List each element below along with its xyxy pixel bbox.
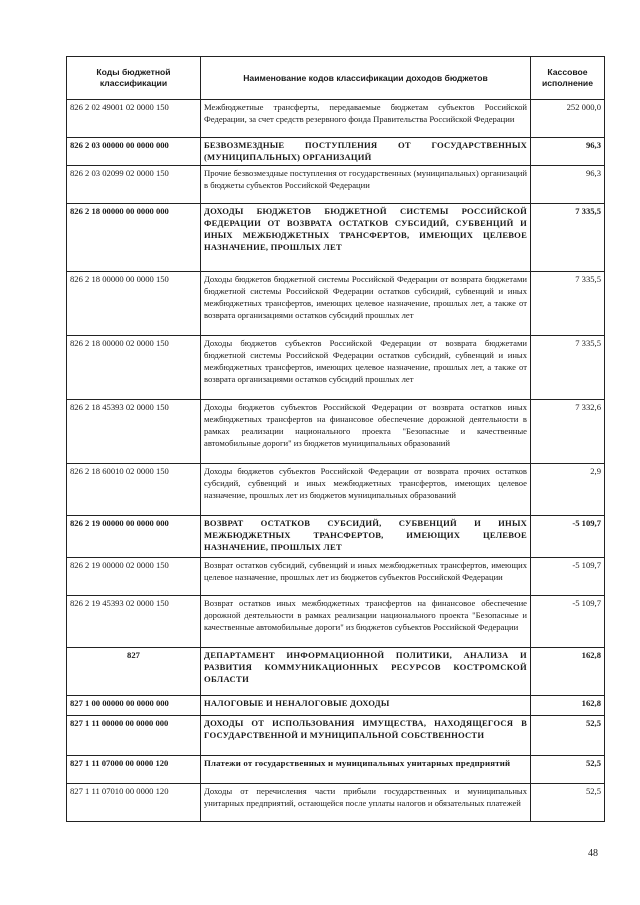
row-code: 827 1 11 07010 00 0000 120: [67, 784, 201, 822]
row-code: 826 2 18 60010 02 0000 150: [67, 464, 201, 516]
row-amount: 52,5: [531, 756, 605, 784]
row-amount: 7 332,6: [531, 400, 605, 464]
table-row: [67, 138, 605, 166]
table-row: [67, 716, 605, 756]
row-name: ВОЗВРАТ ОСТАТКОВ СУБСИДИЙ, СУБВЕНЦИЙ И ИНЫХ МЕЖБЮДЖЕТНЫХ ТРАНСФЕРТОВ, ИМЕЮЩИХ ЦЕЛЕВОЕ НАЗНАЧЕНИЕ, ПРОШЛЫХ ЛЕТ: [201, 516, 531, 558]
row-amount: 2,9: [531, 464, 605, 516]
header-code: Коды бюджетной классификации: [67, 57, 201, 100]
row-code: 827: [67, 648, 201, 696]
row-name: НАЛОГОВЫЕ И НЕНАЛОГОВЫЕ ДОХОДЫ: [201, 696, 531, 716]
page-number: 48: [588, 848, 598, 859]
row-name: Платежи от государственных и муниципальных унитарных предприятий: [201, 756, 531, 784]
table-row: [67, 696, 605, 716]
table-row: [67, 784, 605, 822]
row-amount: 162,8: [531, 648, 605, 696]
table-row: [67, 336, 605, 400]
row-code: 827 1 11 07000 00 0000 120: [67, 756, 201, 784]
table-header-row: [67, 57, 605, 100]
table-row: [67, 204, 605, 272]
row-amount: -5 109,7: [531, 558, 605, 596]
row-code: 826 2 18 00000 00 0000 000: [67, 204, 201, 272]
row-code: 826 2 03 00000 00 0000 000: [67, 138, 201, 166]
row-code: 826 2 18 45393 02 0000 150: [67, 400, 201, 464]
table-row: [67, 756, 605, 784]
row-amount: 96,3: [531, 166, 605, 204]
row-amount: 96,3: [531, 138, 605, 166]
row-name: Доходы бюджетов субъектов Российской Федерации от возврата прочих остатков субсидий, субвенций и иных межбюджетных трансфертов, имеющих целевое назначение, прошлых лет из бюджетов муниципальных образований: [201, 464, 531, 516]
row-code: 826 2 03 02099 02 0000 150: [67, 166, 201, 204]
row-name: Прочие безвозмездные поступления от государственных (муниципальных) организаций в бюджеты субъектов Российской Федерации: [201, 166, 531, 204]
row-name: Доходы бюджетов субъектов Российской Федерации от возврата бюджетами бюджетной системы Российской Федерации остатков субсидий, субвенций и иных межбюджетных трансфертов, имеющих целевое назначение, прошлых лет, а также от возврата организациями остатков субсидий прошлых лет: [201, 336, 531, 400]
row-amount: 52,5: [531, 716, 605, 756]
row-code: 826 2 18 00000 02 0000 150: [67, 336, 201, 400]
row-amount: 7 335,5: [531, 204, 605, 272]
row-name: Доходы бюджетов субъектов Российской Федерации от возврата остатков иных межбюджетных трансфертов на финансовое обеспечение дорожной деятельности в рамках реализации национального проекта "Безопасные и качественные автомобильные дороги" из бюджетов муниципальных образований: [201, 400, 531, 464]
row-name: ДОХОДЫ БЮДЖЕТОВ БЮДЖЕТНОЙ СИСТЕМЫ РОССИЙСКОЙ ФЕДЕРАЦИИ ОТ ВОЗВРАТА ОСТАТКОВ СУБСИДИЙ, СУБВЕНЦИЙ И ИНЫХ МЕЖБЮДЖЕТНЫХ ТРАНСФЕРТОВ, ИМЕЮЩИХ ЦЕЛЕВОЕ НАЗНАЧЕНИЕ, ПРОШЛЫХ ЛЕТ: [201, 204, 531, 272]
row-amount: 7 335,5: [531, 272, 605, 336]
table-row: [67, 648, 605, 696]
row-name: Доходы бюджетов бюджетной системы Российской Федерации от возврата бюджетами бюджетной системы Российской Федерации остатков субсидий, субвенций и иных межбюджетных трансфертов, имеющих целевое назначение, прошлых лет, а также от возврата организациями остатков субсидий прошлых лет: [201, 272, 531, 336]
row-code: 827 1 11 00000 00 0000 000: [67, 716, 201, 756]
row-code: 826 2 18 00000 00 0000 150: [67, 272, 201, 336]
row-code: 826 2 19 00000 00 0000 000: [67, 516, 201, 558]
row-amount: -5 109,7: [531, 596, 605, 648]
row-name: Возврат остатков иных межбюджетных трансфертов на финансовое обеспечение дорожной деятельности в рамках реализации национального проекта "Безопасные и качественные автомобильные дороги" из бюджетов субъектов Российской Федерации: [201, 596, 531, 648]
row-amount: 52,5: [531, 784, 605, 822]
table-row: [67, 272, 605, 336]
row-code: 826 2 19 45393 02 0000 150: [67, 596, 201, 648]
header-amount: Кассовое исполнение: [531, 57, 605, 100]
table-row: [67, 464, 605, 516]
row-name: ДОХОДЫ ОТ ИСПОЛЬЗОВАНИЯ ИМУЩЕСТВА, НАХОДЯЩЕГОСЯ В ГОСУДАРСТВЕННОЙ И МУНИЦИПАЛЬНОЙ СОБСТВЕННОСТИ: [201, 716, 531, 756]
row-code: 826 2 19 00000 02 0000 150: [67, 558, 201, 596]
row-name: ДЕПАРТАМЕНТ ИНФОРМАЦИОННОЙ ПОЛИТИКИ, АНАЛИЗА И РАЗВИТИЯ КОММУНИКАЦИОННЫХ РЕСУРСОВ КОСТРОМСКОЙ ОБЛАСТИ: [201, 648, 531, 696]
table-row: [67, 400, 605, 464]
row-amount: -5 109,7: [531, 516, 605, 558]
table-row: [67, 100, 605, 138]
row-name: Возврат остатков субсидий, субвенций и иных межбюджетных трансфертов, имеющих целевое назначение, прошлых лет из бюджетов субъектов Российской Федерации: [201, 558, 531, 596]
table-row: [67, 166, 605, 204]
table-row: [67, 558, 605, 596]
row-code: 826 2 02 49001 02 0000 150: [67, 100, 201, 138]
budget-revenue-table: [66, 56, 605, 822]
table-row: [67, 516, 605, 558]
table-row: [67, 596, 605, 648]
row-amount: 162,8: [531, 696, 605, 716]
row-name: БЕЗВОЗМЕЗДНЫЕ ПОСТУПЛЕНИЯ ОТ ГОСУДАРСТВЕННЫХ (МУНИЦИПАЛЬНЫХ) ОРГАНИЗАЦИЙ: [201, 138, 531, 166]
row-name: Межбюджетные трансферты, передаваемые бюджетам субъектов Российской Федерации, за счет средств резервного фонда Правительства Российской Федерации: [201, 100, 531, 138]
header-name: Наименование кодов классификации доходов бюджетов: [201, 57, 531, 100]
row-code: 827 1 00 00000 00 0000 000: [67, 696, 201, 716]
row-amount: 7 335,5: [531, 336, 605, 400]
row-name: Доходы от перечисления части прибыли государственных и муниципальных унитарных предприятий, остающейся после уплаты налогов и обязательных платежей: [201, 784, 531, 822]
row-amount: 252 000,0: [531, 100, 605, 138]
